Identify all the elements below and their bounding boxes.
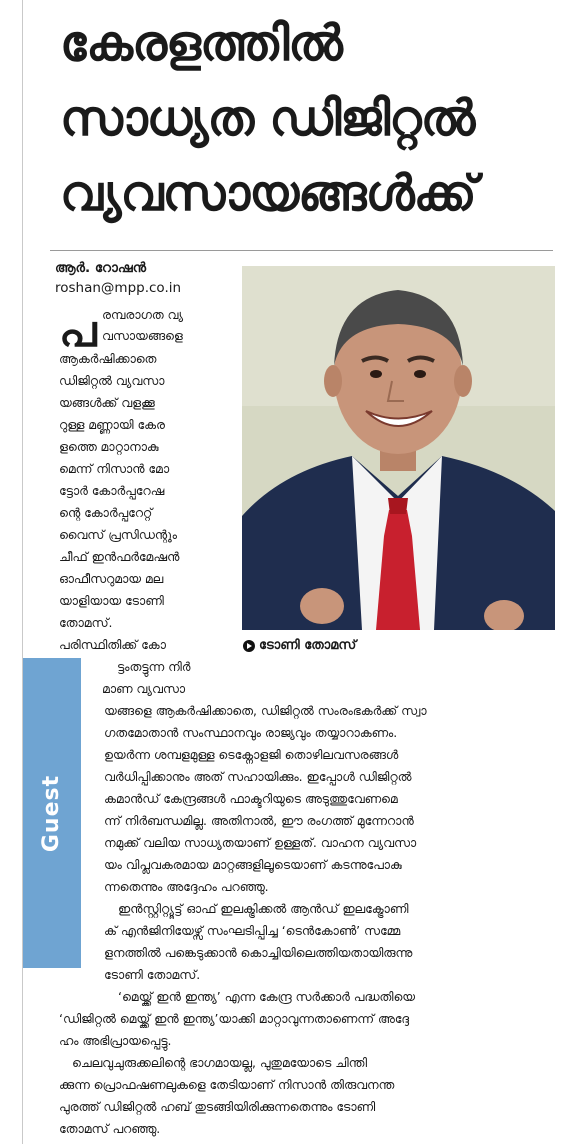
article-line: രമ്പരാഗത വ്യ bbox=[102, 307, 184, 322]
article-line: വസായങ്ങളെ bbox=[102, 328, 183, 343]
portrait-illustration bbox=[242, 266, 555, 630]
page-left-rule bbox=[22, 0, 23, 1144]
article-line: തോമസ്. bbox=[59, 615, 113, 630]
article-line: യങ്ങളെ ആകർഷിക്കാതെ, ഡിജിറ്റൽ സംരംഭകർക്ക് സ്വാ bbox=[104, 703, 427, 718]
article-line: വൈസ് പ്രസിഡന്റും bbox=[59, 527, 177, 542]
article-line: യങ്ങൾക്ക് വളക്കൂ bbox=[59, 395, 155, 410]
article-line: ഓഫീസറുമായ മല bbox=[59, 571, 164, 586]
article-line: ‘മെയ്ക്ക് ഇൻ ഇന്ത്യ’ എന്ന കേന്ദ്ര സർക്കാർ പദ്ധതിയെ bbox=[118, 989, 415, 1004]
article-line: ളത്തെ മാറ്റാനാകു bbox=[59, 439, 159, 454]
article-line: ഹം അഭിപ്രായപ്പെട്ടു. bbox=[59, 1033, 172, 1048]
article-line: മാണ വ്യവസാ bbox=[102, 681, 185, 696]
photo-caption bbox=[243, 638, 356, 653]
section-tab-guest bbox=[23, 658, 81, 968]
article-line: ‘ഡിജിറ്റൽ മെയ്ക്ക് ഇൻ ഇന്ത്യ’യാക്കി മാറ്റാവുന്നതാണെന്ന് അദ്ദേ bbox=[59, 1011, 410, 1026]
headline-divider bbox=[50, 250, 553, 251]
headline-line-2: സാധ്യത ഡിജിറ്റൽ bbox=[60, 90, 475, 147]
article-line: പരിസ്ഥിതിക്ക് കോ bbox=[59, 637, 166, 652]
author-email: roshan@mpp.co.in bbox=[55, 280, 182, 296]
author-name: ആർ. റോഷൻ bbox=[55, 260, 147, 276]
article-line: പുരത്ത് ഡിജിറ്റൽ ഹബ് തുടങ്ങിയിരിക്കുന്നതെന്നും ടോണി bbox=[59, 1099, 376, 1114]
drop-cap: പ bbox=[59, 306, 97, 357]
article-line: ചെലവുചുരുക്കലിന്റെ ഭാഗമായല്ല, പുതുമയോടെ ചിന്തി bbox=[72, 1055, 368, 1070]
article-line: ട്ടോർ കോർപ്പറേഷ bbox=[59, 483, 165, 498]
article-line: ഉയർന്ന ശമ്പളമുള്ള ടെക്നോളജി തൊഴിലവസരങ്ങൾ bbox=[104, 747, 399, 762]
article-line: ഇൻസ്റ്റിറ്റ്യൂട്ട് ഓഫ് ഇലക്ട്രിക്കൽ ആൻഡ് ഇലക്ട്രോണി bbox=[118, 901, 409, 916]
article-line: ട്ടംതട്ടുന്ന നിർ bbox=[117, 659, 191, 674]
headline-line-1: കേരളത്തിൽ bbox=[60, 15, 342, 72]
article-line: ന്ന് നിർബന്ധമില്ല. അതിനാൽ, ഈ രംഗത്ത് മുന്നേറാൻ bbox=[104, 813, 414, 828]
article-line: വർധിപ്പിക്കാനും അത് സഹായിക്കും. ഇപ്പോൾ ഡിജിറ്റൽ bbox=[104, 769, 412, 784]
article-line: ളനത്തിൽ പങ്കെടുക്കാൻ കൊച്ചിയിലെത്തിയതായിരുന്നു bbox=[104, 945, 413, 960]
article-line: ആകർഷിക്കാതെ bbox=[59, 351, 157, 366]
article-line: ടോണി തോമസ്. bbox=[104, 967, 201, 982]
article-line: യാളിയായ ടോണി bbox=[59, 593, 164, 608]
play-circle-icon bbox=[243, 640, 255, 652]
article-line: ന്നതെന്നും അദ്ദേഹം പറഞ്ഞു. bbox=[104, 879, 269, 894]
headline-line-3: വ്യവസായങ്ങൾക്ക് bbox=[60, 165, 476, 222]
section-tab-label: Guest bbox=[39, 774, 65, 852]
article-line: യം വിപ്ലവകരമായ മാറ്റങ്ങളിലൂടെയാണ് കടന്നുപോകു bbox=[104, 857, 402, 872]
article-line: ഗതമോതാൻ സംസ്ഥാനവും രാജ്യവും തയ്യാറാകണം. bbox=[104, 725, 398, 740]
article-line: ക് എൻജിനിയേഴ്സ് സംഘടിപ്പിച്ച ‘ടെൻകോൺ’ സമ്മേ bbox=[104, 923, 401, 938]
article-line: കമാൻഡ് കേന്ദ്രങ്ങൾ ഫാക്ടറിയുടെ അടുത്തുവേണമെ bbox=[104, 791, 398, 806]
article-line: ചീഫ് ഇൻഫർമേഷൻ bbox=[59, 549, 180, 564]
portrait-photo bbox=[242, 266, 555, 630]
article-line: തോമസ് പറഞ്ഞു. bbox=[59, 1121, 161, 1136]
article-line: മെന്ന് നിസാൻ മോ bbox=[59, 461, 170, 476]
headline bbox=[60, 6, 560, 231]
article-line: ന്റെ കോർപ്പറേറ്റ് bbox=[59, 505, 153, 520]
article-line: ക്കുന്ന പ്രൊഫഷണലുകളെ തേടിയാണ് നിസാൻ തിരുവനന്ത bbox=[59, 1077, 395, 1092]
photo-caption-text: ടോണി തോമസ് bbox=[259, 638, 357, 653]
article-line: നമുക്ക് വലിയ സാധ്യതയാണ് ഉള്ളത്. വാഹന വ്യവസാ bbox=[104, 835, 417, 850]
article-line: ഡിജിറ്റൽ വ്യവസാ bbox=[59, 373, 165, 388]
article-line: റുള്ള മണ്ണായി കേര bbox=[59, 417, 165, 432]
